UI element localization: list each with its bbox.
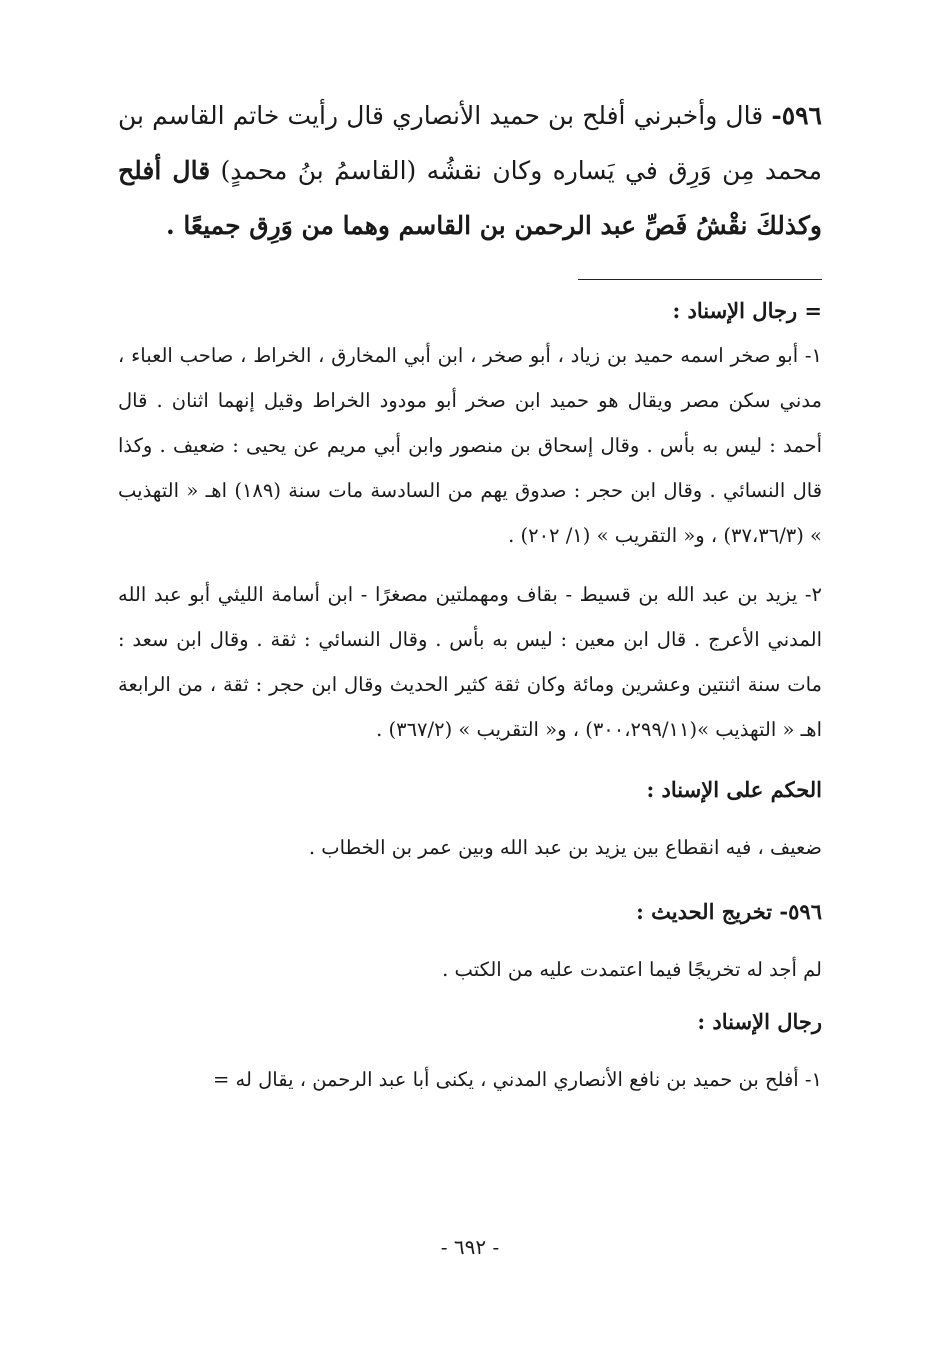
footnote-item-1: ١- أبو صخر اسمه حميد بن زياد ، أبو صخر ، ابن أبي المخارق ، الخراط ، صاحب العباء ، مدني سكن مصر ويقال هو حميد ابن صخر أبو مودود الخراط وقيل إنهما اثنان . قال أحمد : ليس به بأس . وقال إسحاق بن منصور وابن أبي مريم عن يحيى : ضعيف . وكذا قال النسائي . وقال ابن حجر : صدوق يهم من السادسة مات سنة (١٨٩) اهـ « التهذيب » (٣٧،٣٦/٣) ، و« التقريب » (١/ ٢٠٢) .: [118, 344, 823, 547]
spacer: [118, 558, 822, 572]
hadith-text-bold: قال أفلح وكذلكَ نقْشُ فَصِّ عبد الرحمن بن القاسم وهما من وَرِق جميعًا .: [118, 156, 822, 240]
footnote-heading: = رجال الإسناد :: [672, 298, 822, 323]
page-number: - ٦٩٢ -: [440, 1235, 500, 1259]
footnote-item-2: ٢- يزيد بن عبد الله بن قسيط - بقاف ومهملتين مصغرًا - ابن أسامة الليثي أبو عبد الله المدني الأعرج . قال ابن معين : ليس به بأس . وقال النسائي : ثقة . وقال ابن سعد : مات سنة اثنتين وعشرين ومائة وكان ثقة كثير الحديث وقال ابن حجر : ثقة ، من الرابعة اهـ « التهذيب »(٣٠٠،٢٩٩/١١) ، و« التقريب » (٣٦٧/٢) .: [118, 583, 822, 741]
narrators-title: رجال الإسناد :: [697, 1009, 822, 1034]
hadith-text: [118, 88, 822, 253]
takhrij-title: ٥٩٦- تخريج الحديث :: [636, 899, 822, 924]
page-content: [118, 88, 822, 1106]
footnote-divider: [578, 279, 822, 280]
ruling-text: ضعيف ، فيه انقطاع بين يزيد بن عبد الله وبين عمر بن الخطاب .: [308, 836, 822, 859]
ruling-title: الحكم على الإسناد :: [646, 777, 822, 802]
hadith-text-regular: قال وأخبرني أفلح بن حميد الأنصاري قال رأيت خاتم القاسم بن محمد مِن وَرِق في يَساره وكان نقشُه (القاسمُ بنُ محمدٍ): [118, 101, 822, 185]
narrators-item-1: ١- أفلح بن حميد بن نافع الأنصاري المدني ، يكنى أبا عبد الرحمن ، يقال له =: [212, 1068, 822, 1091]
takhrij-text: لم أجد له تخريجًا فيما اعتمدت عليه من الكتب .: [442, 958, 822, 981]
hadith-number: ٥٩٦-: [771, 101, 822, 130]
